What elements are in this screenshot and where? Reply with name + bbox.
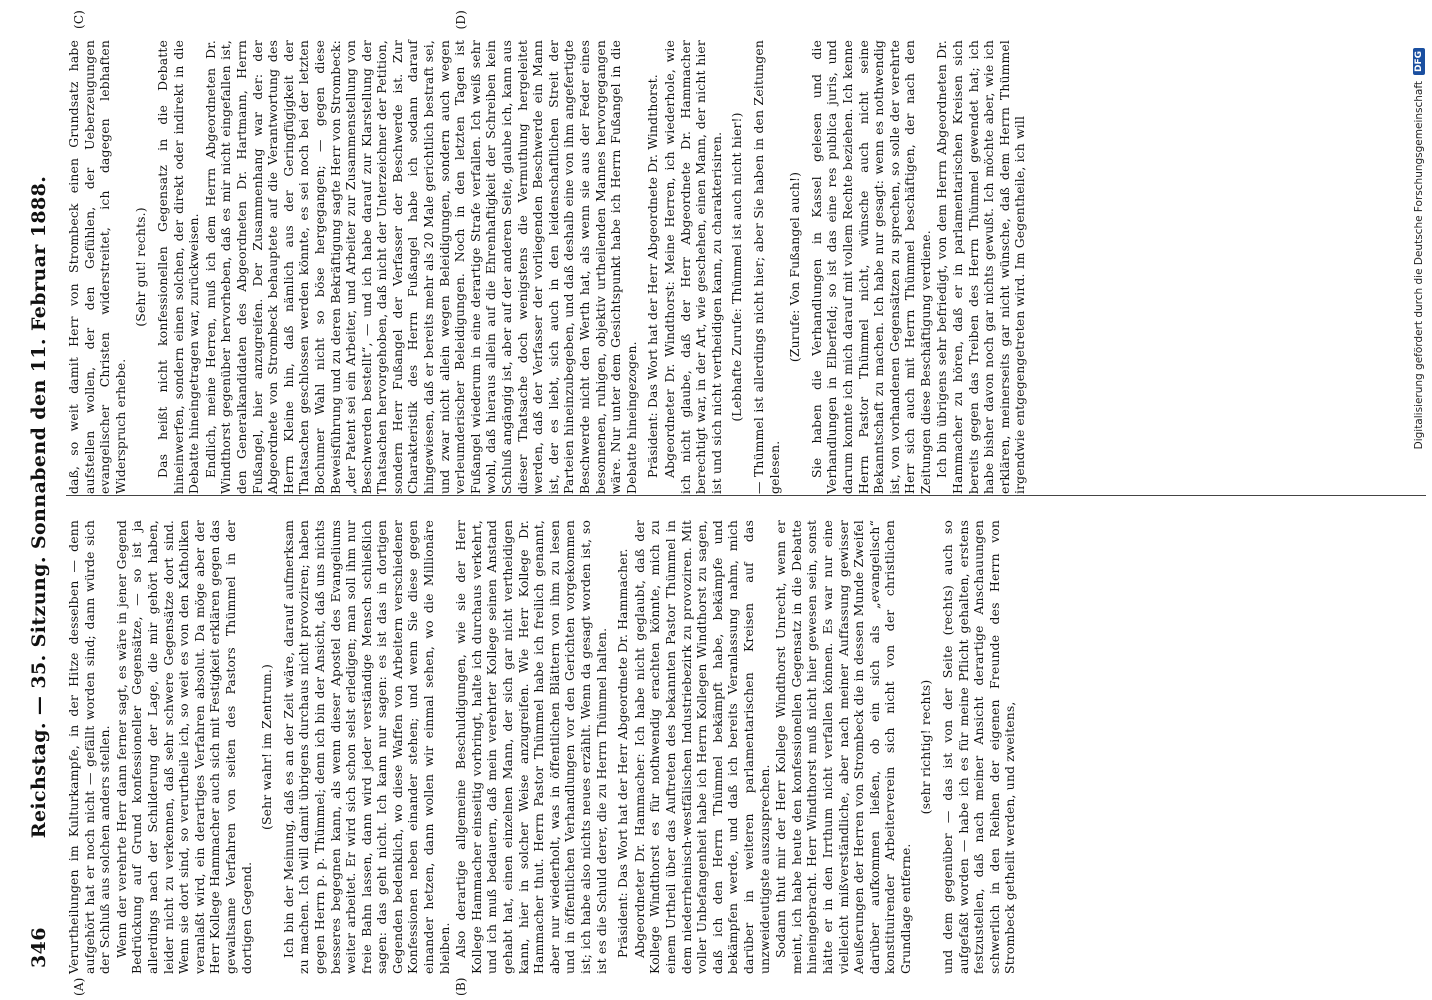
paragraph: Das heißt nicht konfessionellen Gegensatz in die Debatte hineinwerfen, sondern einen solchen, der direkt oder indirekt in die Debatte hineingetragen war, zurückweisen. (154, 40, 202, 494)
interjection: (Lebhafte Zurufe: Thümmel ist auch nicht hier!) (729, 112, 745, 422)
left-column (66, 520, 1426, 996)
paragraph: Abgeordneter Dr. Hammacher: Ich habe nicht geglaubt, daß der Kollege Windthorst es für nothwendig erachten könnte, mich zu einem Urtheil über das Auftreten des bekannten Pastor Thümmel in dem niederrheinisch-westfälischen Industriebezirk zu provoziren. Mit voller Unbefangenheit habe ich Herrn Kollegen Windthorst zu sagen, daß ich den Herrn Thümmel bekämpft habe, bekämpfe und bekämpfen werde, und daß ich bereits Veranlassung nahm, mich darüber in weiteren parlamentarischen Kreisen auf das unzweideutigste auszusprechen. (631, 520, 772, 974)
right-column (66, 10, 1426, 494)
speaker-paragraph: Präsident: Das Wort hat der Herr Abgeordnete Dr. Hammacher. (615, 548, 631, 958)
dfg-sidebar (1408, 48, 1430, 988)
paragraph: Also derartige allgemeine Beschuldigungen, wie sie der Herr Kollege Hammacher einseitig vorbringt, halte ich durchaus verkehrt, und ich muß bedauern, daß mein verehrter Kollege seinen Anstand gehabt hat, einen einzelnen Mann, der sich gar nicht vertheidigen kann, hier in solcher Weise anzugreifen. Wie Herr Kollege Dr. Hammacher thut. Herrn Pastor Thümmel habe ich freilich genannt, aber nur wiederholt, was in öffentlichen Blättern von ihm zu lesen und in öffentlichen Verhandlungen vor den Gerichten vorgekommen ist; ich habe also nichts neues erzählt. Wenn da gesagt worden ist, so ist es die Schuld derer, die zu Herrn Thümmel halten. (453, 520, 609, 974)
dfg-credit-text: Digitalisierung gefördert durch die Deutsche Forschungsgemeinschaft (1413, 81, 1425, 450)
paragraph: Sie haben die Verhandlungen in Kassel gelesen und die Verhandlungen in Elberfeld; so ist das eine res publica juris, und darum konnte ich mich darauf mit vollem Rechte beziehen. Ich kenne Herrn Pastor Thümmel nicht, wünsche auch nicht seine Bekanntschaft zu machen. Ich habe nur gesagt: wenn es nothwendig ist, von vorhandenen Gegensätzen zu sprechen, so solle der verehrte Herr sich auch mit Herrn Thümmel beschäftigen, der nach den Zeitungen diese Beschäftigung verdiene. (808, 40, 933, 494)
margin-mark-b: (B) (454, 977, 468, 996)
page-header (28, 40, 66, 974)
text-columns (66, 10, 1426, 996)
paragraph: — Thümmel ist allerdings nicht hier; aber Sie haben in den Zeitungen gelesen. (750, 40, 782, 494)
interjection: (Zurufe: Von Fußangel auch!) (787, 171, 803, 363)
paragraph: Ich bin übrigens sehr befriedigt, von dem Herrn Abgeordneten Dr. Hammacher zu hören, daß er in parlamentarischen Kreisen sich bereits gegen das Treiben des Herrn Thümmel gewendet hat; ich habe bisher davon noch gar nichts gewußt. Ich möchte aber, wie ich erklären, meinerseits gar nicht wünsche, daß dem Herrn Thümmel irgendwie entgegengetreten wird. Im Gegentheile, ich will (934, 40, 1028, 494)
column-divider (66, 495, 1426, 496)
interjection: (Sehr wahr! im Zentrum.) (259, 664, 275, 830)
paragraph: daß, so weit damit Herr von Strombeck einen Grundsatz habe aufstellen wollen, der den Gefühlen, der Ueberzeugungen evangelischer Christen widerstreitet, ich dagegen lebhaften Widerspruch erhebe. (66, 40, 128, 494)
interjection: (sehr richtig! rechts) (918, 679, 934, 815)
page-number: 346 (28, 927, 50, 968)
paragraph: und dem gegenüber — das ist von der Seite (rechts) auch so aufgefaßt worden — habe ich es für meine Pflicht gehalten, erstens festzustellen, daß nach meiner Ansicht derartige Anschauungen schwerlich in den Reihen der eigenen Freunde des Herrn von Strombeck getheilt werden, und zweitens, (940, 520, 1018, 974)
paragraph: Abgeordneter Dr. Windthorst: Meine Herren, ich wiederhole, wie ich nicht glaube, daß der Herr Abgeordnete Dr. Hammacher berechtigt war, in der Art, wie geschehen, einen Mann, der nicht hier ist und sich nicht vertheidigen kann, zu charakterisiren. (661, 40, 724, 494)
paragraph: Verurtheilungen im Kulturkampfe, in der Hitze desselben — denn aufgehört hat er noch nicht — gefällt worden sind; dann würde sich der Schluß aus solchen anders stellen. (66, 520, 113, 974)
running-title: Reichstag. — 35. Sitzung. Sonnabend den 11. Februar 1888. (28, 175, 50, 839)
paragraph: Sodann thut mir der Herr Kollege Windthorst Unrecht, wenn er meint, ich habe heute den konfessionellen Gegensatz in die Debatte hineingebracht. Herr Windthorst muß nicht hier gewesen sein, sonst hätte er in den Irrthum nicht verfallen können. Es war nur eine vielleicht mißverständliche, aber nach meiner Auffassung gewisser Aeußerungen der Herren von Strombeck die in dessen Munde Zweifel darüber aufkommen ließen, ob ein sich als „evangelisch“ konstituirender Arbeiterverein sich nicht von der christlichen Grundlage entferne. (773, 520, 913, 974)
dfg-logo-badge: DFG (1413, 48, 1425, 75)
interjection: (Sehr gut! rechts.) (133, 207, 149, 327)
speaker-paragraph: Präsident: Das Wort hat der Herr Abgeordnete Dr. Windthorst. (645, 74, 661, 478)
margin-mark-c: (C) (72, 10, 86, 29)
margin-mark-a: (A) (72, 977, 86, 996)
paragraph: Ich bin der Meinung, daß es an der Zeit wäre, darauf aufmerksam zu machen. Ich will damit übrigens durchaus nicht provoziren; haben gegen Herrn p. p. Thümmel; denn ich bin der Ansicht, daß uns nichts besseres begegnen kann, als wenn dieser Apostel des Evangeliums weiter arbeitet. Er wird sich schon selst erledigen; man soll ihm nur freie Bahn lassen, dann wird jeder verständige Mensch schließlich sagen: das geht nicht. Ich kann nur sagen: es ist das in dortigen Gegenden bedenklich, wo diese Waffen von Arbeitern verschiedener Konfessionen neben einander stehen; und wenn Sie diese gegen einander hetzen, dann wollen wir einmal sehen, wo die Millionäre bleiben. (280, 520, 452, 974)
paragraph: Endlich, meine Herren, muß ich dem Herrn Abgeordneten Dr. Windthorst gegenüber hervorheben, daß es mir nicht eingefallen ist, den Generalkandidaten des Abgeordneten Dr. Hartmann, Herrn Fußangel, hier anzugreifen. Der Zusammenhang war der: der Abgeordnete von Strombeck behauptete auf die Verantwortung des Herrn Kleine hin, daß nämlich aus der Geringfügigkeit der Thatsachen geschlossen werden könnte, es sei noch bei der letzten Bochumer Wahl nicht so böse hergegangen; — gegen diese Beweisführung und zu deren Bekräftigung sagte Herr von Strombeck: „der Patent sei ein Arbeiter, und Arbeiter zur Zusammenstellung von Beschwerden bestellt“, — und ich habe darauf zur Klarstellung der Thatsachen hervorgehoben, daß nicht der Unterzeichner der Petition, sondern Herr Fußangel der Verfasser der Beschwerde ist. Zur Charakteristik des Herrn Fußangel habe ich sodann darauf hingewiesen, daß er bereits mehr als 20 Male gerichtlich bestraft sei, und zwar nicht allein wegen Beleidigungen, sondern auch wegen verleumderischer Beleidigungen. Noch in den letzten Tagen ist Fußangel wiederum in eine derartige Strafe verfallen. Ich weiß sehr wohl, daß hieraus allein auf die Ehrenhaftigkeit der Schreiben kein Schluß angängig ist, aber auf der anderen Seite, glaube ich, kann aus dieser Thatsache doch wenigstens die Vermuthung hergeleitet werden, daß der Verfasser der vorliegenden Beschwerde ein Mann ist, der es liebt, sich auch in den leidenschaftlichen Streit der Parteien hineinzubegeben, und daß deshalb eine von ihm angefertigte Beschwerde nicht den Werth hat, als wenn sie aus der Feder eines besonnenen, ruhigen, objektiv urtheilenden Mannes hervorgegangen wäre. Nur unter dem Gesichtspunkt habe ich Herrn Fußangel in die Debatte hineingezogen. (202, 40, 639, 494)
margin-mark-d: (D) (454, 10, 468, 30)
paragraph: Wenn der verehrte Herr dann ferner sagt, es wäre in jener Gegend Bedrückung auf Grund konfessioneller Gegensätze, — so ist ja allerdings nach der Schilderung der Lage, die mir gehört haben, leider nicht zu verkennen, daß sehr schwere Gegensätze dort sind. Wenn sie dort sind, so verurtheile ich, so weit es von den Katholiken veranlaßt wird, ein derartiges Verfahren absolut. Da möge aber der Herr Kollege Hammacher auch sich mit Festigkeit erklären gegen das gewaltsame Verfahren von seiten des Pastors Thümmel in der dortigen Gegend. (113, 520, 254, 974)
